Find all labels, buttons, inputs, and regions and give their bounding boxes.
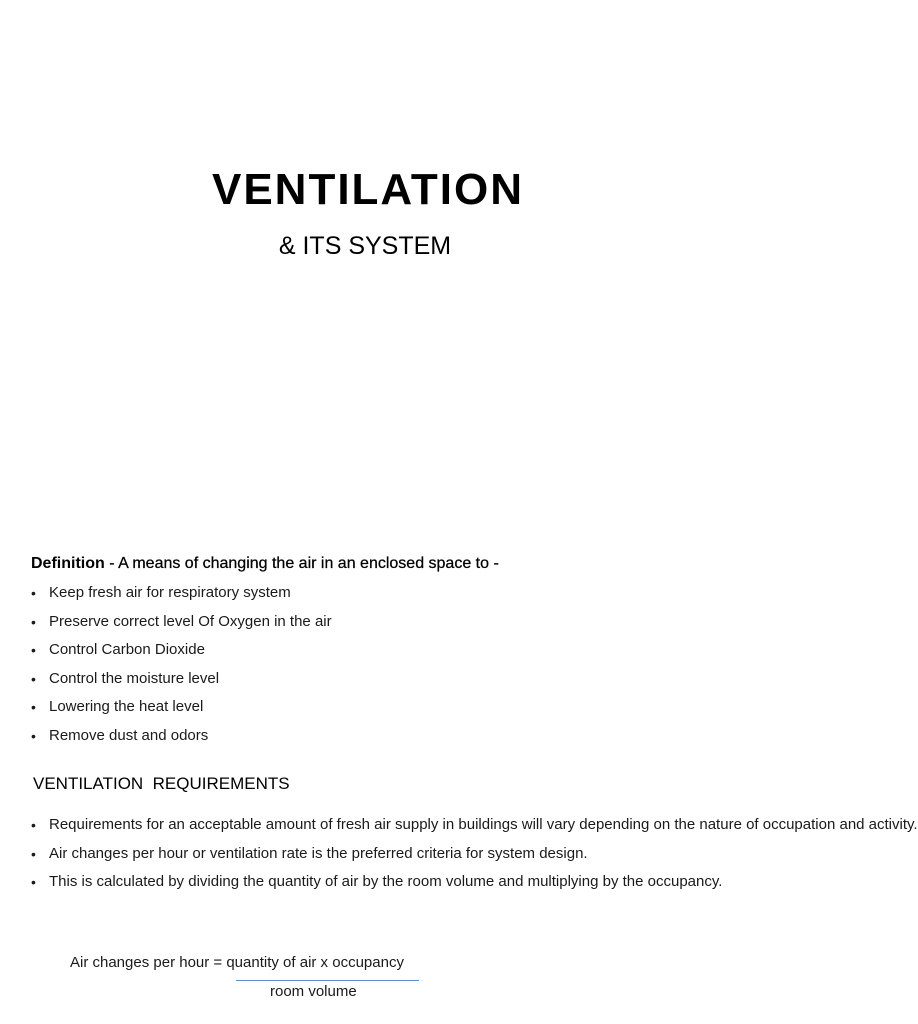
requirements-list <box>31 811 918 897</box>
list-item <box>31 584 332 613</box>
purpose-list <box>31 584 332 755</box>
list-item <box>31 670 332 699</box>
definition-text: - A means of changing the air in an enclosed space to - <box>104 555 499 572</box>
requirements-heading: VENTILATION REQUIREMENTS <box>33 774 290 793</box>
formula-denominator: room volume <box>270 983 357 1000</box>
page-title: VENTILATION <box>211 165 525 214</box>
list-item <box>31 840 689 869</box>
list-item-text: Preserve correct level Of Oxygen in the air <box>49 612 332 630</box>
bullet-icon: • <box>31 670 36 687</box>
bullet-icon: • <box>31 699 36 715</box>
list-item-text: Remove dust and odors <box>49 726 209 744</box>
list-item-text: Lowering the heat level <box>49 698 204 715</box>
list-item-text: Requirements for an acceptable amount of fresh air supply in buildings will vary depending on the nature of occupation and activity. <box>49 816 918 833</box>
page-subtitle: & ITS SYSTEM <box>278 232 452 260</box>
definition-term: Definition <box>31 555 105 572</box>
list-item <box>31 698 332 727</box>
bullet-icon: • <box>31 642 36 658</box>
list-item-text: This is calculated by dividing the quantity of air by the room volume and multiplying by the occupancy. <box>49 873 723 890</box>
bullet-icon: • <box>31 613 36 630</box>
list-item-text: Control the moisture level <box>49 669 220 687</box>
list-item <box>31 727 332 756</box>
formula-numerator: Air changes per hour = quantity of air x occupancy <box>70 954 404 971</box>
list-item <box>31 641 332 670</box>
list-item-text: Air changes per hour or ventilation rate is the preferred criteria for system design. <box>49 844 588 862</box>
bullet-icon: • <box>31 817 36 833</box>
list-item <box>31 613 332 642</box>
list-item-text: Control Carbon Dioxide <box>49 641 205 658</box>
list-item-text: Keep fresh air for respiratory system <box>49 584 291 601</box>
bullet-icon: • <box>31 874 36 890</box>
fraction-divider <box>236 980 419 981</box>
list-item <box>31 811 918 840</box>
bullet-icon: • <box>31 585 36 601</box>
bullet-icon: • <box>31 845 36 862</box>
list-item <box>31 868 723 897</box>
bullet-icon: • <box>31 727 36 744</box>
definition-line <box>31 555 499 573</box>
